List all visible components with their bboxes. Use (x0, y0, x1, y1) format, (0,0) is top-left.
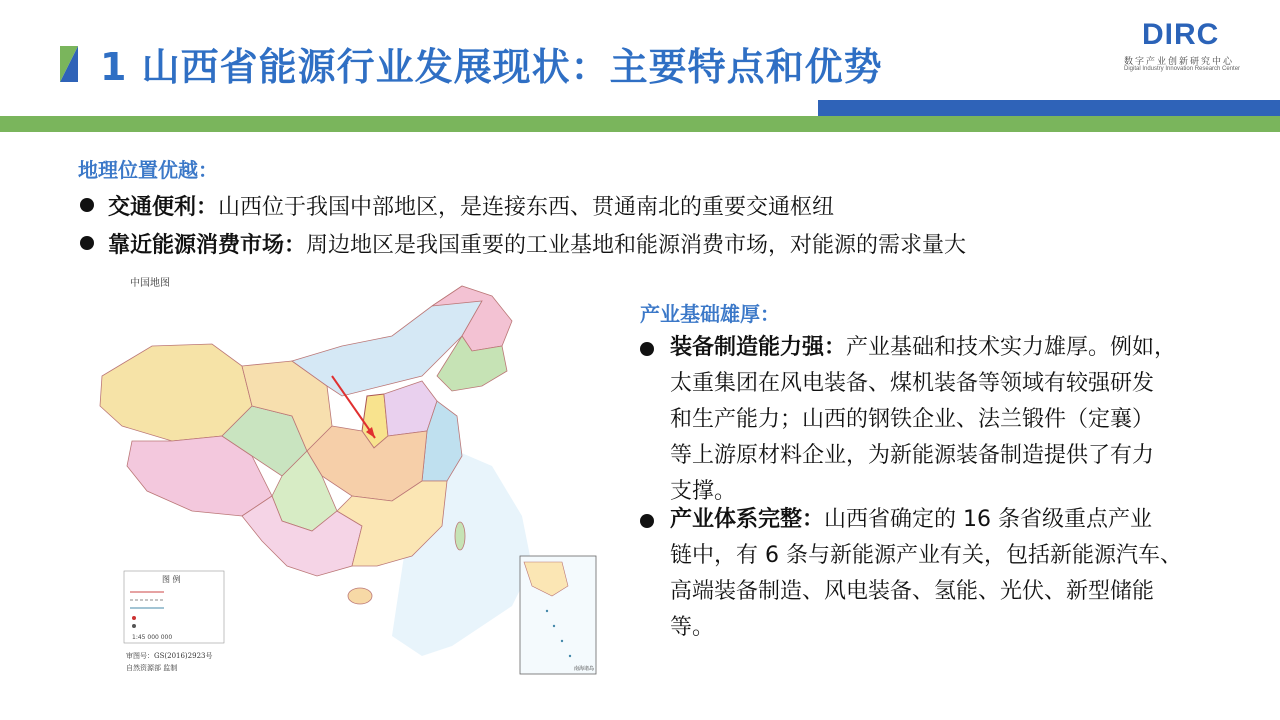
title-accent-mark (60, 46, 78, 82)
bullet-dot (640, 514, 654, 528)
bullet-text: 山西位于我国中部地区，是连接东西、贯通南北的重要交通枢纽 (218, 195, 835, 220)
map-title: 中国地图 (130, 278, 170, 289)
bullet-dot (640, 342, 654, 356)
bullet-label: 交通便利： (108, 195, 219, 220)
region-hainan (348, 588, 372, 604)
page-title: 1 山西省能源行业发展现状：主要特点和优势 (100, 45, 883, 89)
para-text: 山西省确定的 16 条省级重点产业 (824, 507, 1152, 532)
logo-english: Digital Industry Innovation Research Center (1124, 66, 1241, 72)
china-map (92, 266, 602, 684)
section-heading-industry: 产业基础雄厚： (640, 302, 780, 326)
bullet-label: 产业体系完整： (670, 507, 825, 532)
para-line: 太重集团在风电装备、煤机装备等领域有较强研发 (670, 371, 1155, 396)
bullet-equipment-manufacturing (670, 330, 1230, 510)
logo-subtitle: 数字产业创新研究中心 (1124, 57, 1235, 67)
bullet-industry-system (670, 502, 1230, 646)
bullet-label: 靠近能源消费市场： (108, 233, 307, 258)
para-line: 支撑。 (670, 479, 737, 504)
section-heading-location: 地理位置优越： (78, 158, 218, 182)
map-scale: 1:45 000 000 (132, 634, 173, 641)
bullet-dot (80, 236, 94, 250)
header-green-bar (0, 116, 1280, 132)
bullet-energy-market (80, 228, 966, 259)
map-publisher: 自然资源部 监制 (126, 664, 178, 672)
para-line: 和生产能力；山西的钢铁企业、法兰锻件（定襄） (670, 407, 1155, 432)
para-line: 链中，有 6 条与新能源产业有关，包括新能源汽车、 (670, 543, 1182, 568)
logo-text: DIRC (1142, 18, 1220, 51)
para-line: 高端装备制造、风电装备、氢能、光伏、新型储能 (670, 579, 1155, 604)
bullet-transport (80, 190, 834, 221)
bullet-text: 周边地区是我国重要的工业基地和能源消费市场，对能源的需求量大 (306, 233, 967, 258)
para-line (670, 502, 1230, 538)
bullet-dot (80, 198, 94, 212)
para-line (670, 330, 1230, 366)
para-line: 等。 (670, 615, 715, 640)
para-line: 等上游原材料企业，为新能源装备制造提供了有力 (670, 443, 1155, 468)
header-blue-bar (818, 100, 1280, 116)
region-taiwan (455, 522, 465, 550)
inset-label: 南海诸岛 (574, 666, 595, 672)
map-approval-number: 审图号：GS(2016)2923号 (126, 652, 213, 660)
bullet-label: 装备制造能力强： (670, 335, 847, 360)
dirc-logo (1122, 18, 1248, 74)
map-legend-title: 图 例 (162, 575, 181, 584)
para-text: 产业基础和技术实力雄厚。例如， (846, 335, 1177, 360)
